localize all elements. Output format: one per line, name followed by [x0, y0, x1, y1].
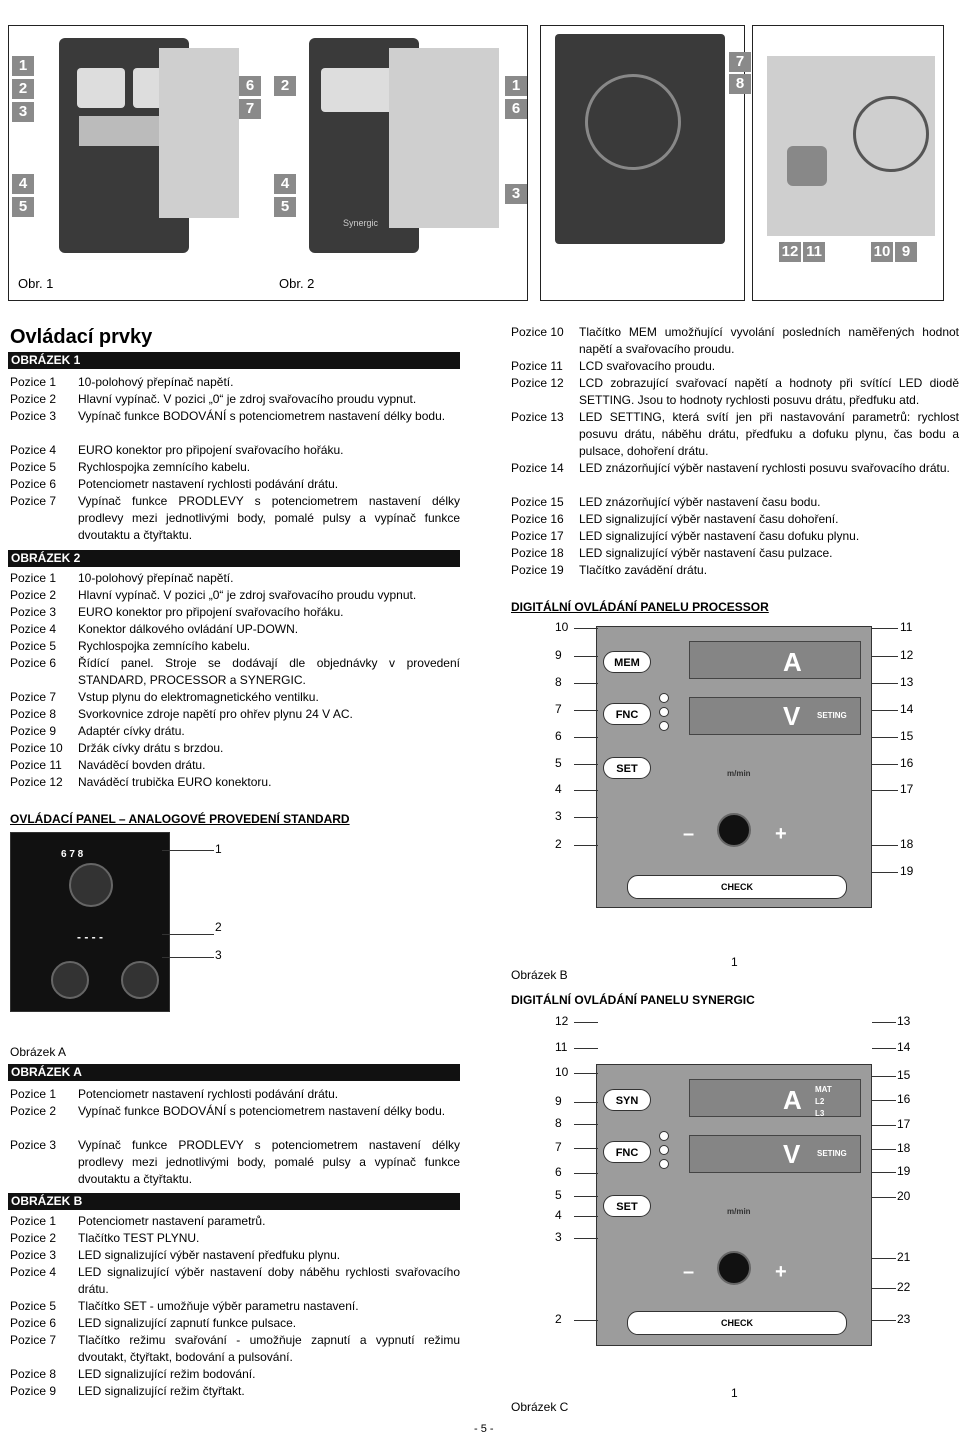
syn-set-button[interactable]: SET	[603, 1195, 651, 1217]
callout-line-3	[162, 957, 214, 958]
callout-line	[574, 1320, 598, 1321]
item-value: LED signalizující výběr nastavení předfuku plynu.	[78, 1248, 341, 1262]
photo-frame-fig4	[735, 25, 944, 301]
badge-9c: 9	[895, 242, 917, 262]
badge-1b: 1	[505, 76, 527, 96]
syn-fnc-button[interactable]: FNC	[603, 1141, 651, 1163]
callout-line	[872, 710, 898, 711]
list-item	[10, 621, 460, 638]
syn-lcd-current	[689, 1079, 861, 1117]
obrazekB-header: OBRÁZEK B	[8, 1193, 460, 1210]
page-title: Ovládací prvky	[10, 326, 153, 348]
list-item	[10, 757, 460, 774]
callout-number: 5	[555, 756, 562, 770]
synergic-heading: DIGITÁLNÍ OVLÁDÁNÍ PANELU SYNERGIC	[511, 993, 755, 1007]
callout-line	[574, 1216, 598, 1217]
fnc-button[interactable]: FNC	[603, 703, 651, 725]
item-key: Pozice 8	[10, 1367, 57, 1381]
item-key: Pozice 3	[10, 1138, 57, 1152]
list-item	[10, 1213, 460, 1230]
callout-number: 13	[900, 675, 914, 689]
callout-number: 3	[555, 809, 562, 823]
badge-6b: 6	[505, 99, 527, 119]
item-key: Pozice 2	[10, 1104, 57, 1118]
list-item	[10, 1086, 460, 1103]
item-value: Vstup plynu do elektromagnetického ventilku.	[78, 690, 319, 704]
item-key: Pozice 6	[10, 656, 57, 670]
callout-line	[872, 628, 898, 629]
callout-number: 4	[555, 1208, 562, 1222]
callout-number: 22	[897, 1280, 911, 1294]
callout-number: 10	[555, 1065, 569, 1079]
callout-line	[872, 1100, 896, 1101]
item-value: LED signalizující výběr nastavení času dohoření.	[579, 512, 839, 526]
callout-number: 10	[555, 620, 569, 634]
item-value: Rychlospojka zemnícího kabelu.	[78, 639, 251, 653]
item-key: Pozice 1	[10, 1214, 57, 1228]
caption-obr2: Obr. 2	[279, 276, 315, 291]
lcd-a-letter: A	[783, 647, 802, 677]
callout-number: 16	[900, 756, 914, 770]
machine-photo-rear	[555, 34, 725, 244]
item-value: Řídící panel. Stroje se dodávají dle objednávky v provedení STANDARD, PROCESSOR a SYNERGIC.	[78, 656, 460, 687]
list-item	[10, 476, 460, 493]
item-key: Pozice 5	[10, 460, 57, 474]
item-key: Pozice 7	[10, 1333, 57, 1347]
caption-obrazek-b: Obrázek B	[511, 968, 568, 982]
callout-number: 7	[555, 702, 562, 716]
item-key: Pozice 2	[10, 1231, 57, 1245]
callout-number: 9	[555, 648, 562, 662]
callout-number: 6	[555, 729, 562, 743]
item-value: LED znázorňující výběr nastavení rychlosti posuvu svařovacího drátu.	[579, 461, 950, 475]
callout-line	[872, 1125, 896, 1126]
badge-12c: 12	[779, 242, 801, 262]
item-key: Pozice 11	[10, 758, 62, 772]
spot-potentiometer[interactable]	[51, 961, 89, 999]
list-item	[10, 459, 460, 476]
standard-panel-image	[10, 832, 170, 1012]
callout-number: 14	[897, 1040, 911, 1054]
callout-number: 2	[555, 837, 562, 851]
callout-line-2	[162, 934, 214, 935]
list-item	[511, 562, 959, 579]
list-item	[10, 604, 460, 621]
badge-2: 2	[12, 79, 34, 99]
item-value: Vypínač funkce BODOVÁNÍ s potenciometrem nastavení délky bodu.	[78, 1104, 446, 1118]
item-value: Držák cívky drátu s brzdou.	[78, 741, 224, 755]
callout-line	[574, 656, 598, 657]
setting-label: SETING	[817, 711, 847, 720]
syn-button[interactable]: SYN	[603, 1089, 651, 1111]
list-item	[511, 409, 959, 460]
item-value: LCD svařovacího proudu.	[579, 359, 716, 373]
mem-button[interactable]: MEM	[603, 651, 651, 673]
callout-number: 4	[555, 782, 562, 796]
callout-line	[872, 1320, 896, 1321]
item-key: Pozice 6	[10, 477, 57, 491]
machine-photo-spool	[767, 56, 935, 236]
list-item	[10, 1137, 460, 1188]
l3-label: L3	[815, 1109, 825, 1118]
item-key: Pozice 10	[10, 741, 63, 755]
photo-frame-fig3	[540, 25, 745, 301]
badge-7: 7	[239, 99, 261, 119]
callout-line	[872, 1172, 896, 1173]
callout-line	[574, 1102, 598, 1103]
callout-line	[574, 1238, 598, 1239]
callout-number: 17	[900, 782, 914, 796]
item-value: LED signalizující režim bodování.	[78, 1367, 256, 1381]
item-value: Tlačítko zavádění drátu.	[579, 563, 708, 577]
item-key: Pozice 14	[511, 461, 564, 475]
callout-line	[872, 737, 898, 738]
badge-1: 1	[12, 56, 34, 76]
callout-line	[872, 1197, 896, 1198]
callout-line	[872, 790, 898, 791]
obrazek1-header: OBRÁZEK 1	[8, 352, 460, 369]
standard-panel-heading: OVLÁDACÍ PANEL – ANALOGOVÉ PROVEDENÍ STANDARD	[10, 812, 350, 826]
syn-setting-label: SETING	[817, 1149, 847, 1158]
callout-number: 7	[555, 1140, 562, 1154]
badge-3b: 3	[505, 184, 527, 204]
processor-panel-image	[596, 626, 872, 908]
voltage-selector-knob[interactable]	[69, 863, 113, 907]
list-item	[511, 358, 959, 375]
callout-a1: 1	[215, 842, 222, 856]
callout-number: 19	[900, 864, 914, 878]
list-item	[511, 324, 959, 358]
callout-a2: 2	[215, 920, 222, 934]
badge-5: 5	[12, 197, 34, 217]
item-value: Hlavní vypínač. V pozici „0“ je zdroj svařovacího proudu vypnut.	[78, 588, 417, 602]
callout-number: 9	[555, 1094, 562, 1108]
item-value: Konektor dálkového ovládání UP-DOWN.	[78, 622, 299, 636]
photo-frame-fig1-2	[8, 25, 528, 301]
callout-line	[872, 1149, 896, 1150]
item-value: Potenciometr nastavení rychlosti podávání drátu.	[78, 477, 339, 491]
list-item	[511, 494, 959, 511]
list-item	[10, 638, 460, 655]
list-item	[10, 587, 460, 604]
set-button[interactable]: SET	[603, 757, 651, 779]
item-value: Tlačítko režimu svařování - umožňuje zapnutí a vypnutí režimu dvoutakt, čtyřtakt, bodování a pulsování.	[78, 1333, 460, 1364]
callout-line	[574, 710, 598, 711]
item-value: Tlačítko SET - umožňuje výběr parametru nastavení.	[78, 1299, 359, 1313]
list-item	[10, 1366, 460, 1383]
item-key: Pozice 9	[10, 1384, 57, 1398]
callout-line	[872, 764, 898, 765]
badge-5b: 5	[274, 197, 296, 217]
machine-photo-fig1-side	[159, 48, 239, 218]
badge-3: 3	[12, 102, 34, 122]
list-item	[10, 1247, 460, 1264]
syn-parameter-knob[interactable]	[717, 1251, 751, 1285]
item-value: 10-polohový přepínač napětí.	[78, 571, 234, 585]
item-key: Pozice 2	[10, 588, 57, 602]
synergic-logo: Synergic	[343, 218, 379, 228]
callout-line	[574, 1073, 598, 1074]
list-item	[511, 460, 959, 494]
callout-number: 21	[897, 1250, 911, 1264]
item-value: Vypínač funkce PRODLEVY s potenciometrem nastavení délky prodlevy mezi jednotlivými body, pomalé pulsy a vypínač funkce dvoutaktu a čtyřtaktu.	[78, 494, 460, 542]
callout-line	[872, 656, 898, 657]
callout-number: 8	[555, 675, 562, 689]
item-value: Potenciometr nastavení parametrů.	[78, 1214, 266, 1228]
item-value: Hlavní vypínač. V pozici „0“ je zdroj svařovacího proudu vypnut.	[78, 392, 417, 406]
item-value: LCD zobrazující svařovací napětí a hodnoty při svítící LED diodě SETTING. Jsou to hodnoty rychlosti posuvu drátu, předfuku atd.	[579, 376, 959, 407]
list-item	[10, 374, 460, 391]
callout-line	[574, 845, 598, 846]
list-item	[10, 723, 460, 740]
item-value: Vypínač funkce BODOVÁNÍ s potenciometrem nastavení délky bodu.	[78, 409, 446, 423]
callout-number: 20	[897, 1189, 911, 1203]
item-value: LED signalizující výběr nastavení času pulzace.	[579, 546, 833, 560]
machine-photo-fig2-side	[389, 48, 499, 228]
list-item	[10, 1264, 460, 1298]
page-number: - 5 -	[474, 1423, 494, 1435]
item-key: Pozice 8	[10, 707, 57, 721]
item-value: Naváděcí trubička EURO konektoru.	[78, 775, 272, 789]
callout-line	[574, 1148, 598, 1149]
item-value: Vypínač funkce PRODLEVY s potenciometrem nastavení délky prodlevy mezi jednotlivými body, pomalé pulsy a vypínač funkce dvoutaktu a čtyřtaktu.	[78, 1138, 460, 1186]
processor-heading: DIGITÁLNÍ OVLÁDÁNÍ PANELU PROCESSOR	[511, 600, 769, 614]
obrazekA-header: OBRÁZEK A	[8, 1064, 460, 1081]
item-key: Pozice 7	[10, 690, 57, 704]
callout-number: 15	[897, 1068, 911, 1082]
list-item	[10, 570, 460, 587]
item-value: LED znázorňující výběr nastavení času bodu.	[579, 495, 821, 509]
list-item	[10, 1103, 460, 1137]
item-key: Pozice 3	[10, 605, 57, 619]
item-key: Pozice 16	[511, 512, 564, 526]
list-item	[10, 493, 460, 544]
callout-number: 18	[900, 837, 914, 851]
callout-line	[574, 628, 598, 629]
callout-line	[574, 1048, 598, 1049]
callout-line	[574, 1022, 598, 1023]
item-key: Pozice 9	[10, 724, 57, 738]
item-value: LED signalizující zapnutí funkce pulsace.	[78, 1316, 297, 1330]
syn-led-4t	[659, 1145, 669, 1155]
list-item	[511, 528, 959, 545]
callout-number: 16	[897, 1092, 911, 1106]
callout-line	[574, 683, 598, 684]
dial-scale: 6 7 8	[61, 849, 84, 860]
list-item	[10, 1298, 460, 1315]
plus-sign: +	[775, 823, 787, 845]
list-item	[10, 689, 460, 706]
callout-number: 19	[897, 1164, 911, 1178]
list-item	[10, 408, 460, 442]
item-key: Pozice 3	[10, 1248, 57, 1262]
item-key: Pozice 18	[511, 546, 564, 560]
item-key: Pozice 6	[10, 1316, 57, 1330]
callout-line	[872, 1288, 896, 1289]
list-item	[10, 655, 460, 689]
item-value: LED signalizující výběr nastavení času dofuku plynu.	[579, 529, 860, 543]
callout-number: 13	[897, 1014, 911, 1028]
item-value: LED SETTING, která svítí jen při nastavování parametrů: rychlost posuvu drátu, náběhu drátu, předfuku a dofuku plynu, čas bodu a pulsace, dohoření drátu.	[579, 410, 959, 458]
callout-line	[872, 1048, 896, 1049]
item-key: Pozice 7	[10, 494, 57, 508]
badge-4: 4	[12, 174, 34, 194]
syn-minus-sign: –	[683, 1261, 695, 1283]
badge-8c: 8	[729, 74, 751, 94]
synergic-panel-image	[596, 1064, 872, 1346]
item-value: EURO konektor pro připojení svařovacího hořáku.	[78, 605, 344, 619]
callout-line	[574, 817, 598, 818]
l2-label: L2	[815, 1097, 825, 1106]
callout-number: 5	[555, 1188, 562, 1202]
item-key: Pozice 5	[10, 1299, 57, 1313]
item-value: 10-polohový přepínač napětí.	[78, 375, 234, 389]
item-value: EURO konektor pro připojení svařovacího hořáku.	[78, 443, 344, 457]
callout-line	[872, 1258, 896, 1259]
item-value: LED signalizující výběr nastavení doby náběhu rychlosti svařovacího drátu.	[78, 1265, 460, 1296]
callout-number: 14	[900, 702, 914, 716]
callout-line	[574, 764, 598, 765]
callout-line	[872, 872, 898, 873]
item-key: Pozice 1	[10, 1087, 57, 1101]
list-item	[10, 442, 460, 459]
callout-number: 12	[900, 648, 914, 662]
list-item	[10, 740, 460, 757]
callout-number: 11	[900, 620, 913, 634]
callout-line	[872, 1022, 896, 1023]
item-key: Pozice 3	[10, 409, 57, 423]
callout-number: 18	[897, 1141, 911, 1155]
list-item	[10, 1332, 460, 1366]
callout-line	[872, 683, 898, 684]
badge-4b: 4	[274, 174, 296, 194]
check-button[interactable]: CHECK	[627, 875, 847, 899]
item-value: LED signalizující režim čtyřtakt.	[78, 1384, 245, 1398]
callout-line	[574, 737, 598, 738]
dashes-label: - - - -	[77, 930, 103, 944]
item-key: Pozice 12	[10, 775, 63, 789]
syn-check-button[interactable]: CHECK	[627, 1311, 847, 1335]
item-key: Pozice 1	[10, 375, 57, 389]
callout-number: 15	[900, 729, 914, 743]
obrazek2-header: OBRÁZEK 2	[8, 550, 460, 567]
caption-obrazek-a: Obrázek A	[10, 1045, 67, 1059]
item-value: Naváděcí bovden drátu.	[78, 758, 206, 772]
list-item	[10, 1230, 460, 1247]
list-item	[511, 511, 959, 528]
led-spot	[659, 721, 669, 731]
item-key: Pozice 11	[511, 359, 563, 373]
callout-line-1	[162, 850, 214, 851]
badge-6: 6	[239, 76, 261, 96]
syn-led-2t	[659, 1131, 669, 1141]
syn-lcd-a-letter: A	[783, 1085, 802, 1115]
mmin-label: m/min	[727, 769, 751, 778]
pause-potentiometer[interactable]	[121, 961, 159, 999]
badge-11c: 11	[803, 242, 825, 262]
minus-sign: –	[683, 823, 695, 845]
parameter-knob[interactable]	[717, 813, 751, 847]
list-item	[10, 1315, 460, 1332]
caption-obrazek-c: Obrázek C	[511, 1400, 569, 1414]
callout-number: 23	[897, 1312, 911, 1326]
callout-number: 2	[555, 1312, 562, 1326]
item-value: Svorkovnice zdroje napětí pro ohřev plynu 24 V AC.	[78, 707, 353, 721]
list-item	[10, 391, 460, 408]
item-key: Pozice 4	[10, 622, 57, 636]
item-key: Pozice 13	[511, 410, 564, 424]
syn-plus-sign: +	[775, 1261, 787, 1283]
proc-callout-bottom: 1	[731, 955, 738, 969]
list-item	[511, 545, 959, 562]
callout-number: 3	[555, 1230, 562, 1244]
callout-number: 6	[555, 1165, 562, 1179]
callout-line	[872, 845, 898, 846]
item-key: Pozice 17	[511, 529, 564, 543]
callout-line	[574, 790, 598, 791]
mat-label: MAT	[815, 1085, 832, 1094]
led-4t	[659, 707, 669, 717]
badge-2b: 2	[274, 76, 296, 96]
item-key: Pozice 2	[10, 392, 57, 406]
callout-line	[872, 1076, 896, 1077]
callout-number: 11	[555, 1040, 568, 1054]
item-key: Pozice 19	[511, 563, 564, 577]
list-item	[10, 706, 460, 723]
item-key: Pozice 10	[511, 325, 564, 339]
callout-line	[574, 1173, 598, 1174]
item-value: Tlačítko MEM umožňující vyvolání posledních naměřených hodnot napětí a svařovacího proudu.	[579, 325, 959, 356]
list-item	[511, 375, 959, 409]
item-key: Pozice 4	[10, 443, 57, 457]
list-item	[10, 774, 460, 791]
item-key: Pozice 15	[511, 495, 564, 509]
item-key: Pozice 5	[10, 639, 57, 653]
led-2t	[659, 693, 669, 703]
caption-obr1: Obr. 1	[18, 276, 54, 291]
callout-a3: 3	[215, 948, 222, 962]
badge-10c: 10	[871, 242, 893, 262]
callout-number: 12	[555, 1014, 569, 1028]
syn-lcd-v-letter: V	[783, 1139, 801, 1169]
syn-led-spot	[659, 1159, 669, 1169]
item-key: Pozice 12	[511, 376, 564, 390]
lcd-current	[689, 641, 861, 679]
syn-mmin-label: m/min	[727, 1207, 751, 1216]
item-key: Pozice 1	[10, 571, 57, 585]
item-value: Rychlospojka zemnícího kabelu.	[78, 460, 251, 474]
callout-line	[574, 1196, 598, 1197]
badge-7c: 7	[729, 52, 751, 72]
lcd-v-letter: V	[783, 701, 801, 731]
item-value: Tlačítko TEST PLYNU.	[78, 1231, 200, 1245]
callout-number: 17	[897, 1117, 911, 1131]
item-value: Adaptér cívky drátu.	[78, 724, 185, 738]
callout-number: 8	[555, 1116, 562, 1130]
item-value: Potenciometr nastavení rychlosti podávání drátu.	[78, 1087, 339, 1101]
list-item	[10, 1383, 460, 1400]
syn-callout-bottom: 1	[731, 1386, 738, 1400]
item-key: Pozice 4	[10, 1265, 57, 1279]
callout-line	[574, 1124, 598, 1125]
